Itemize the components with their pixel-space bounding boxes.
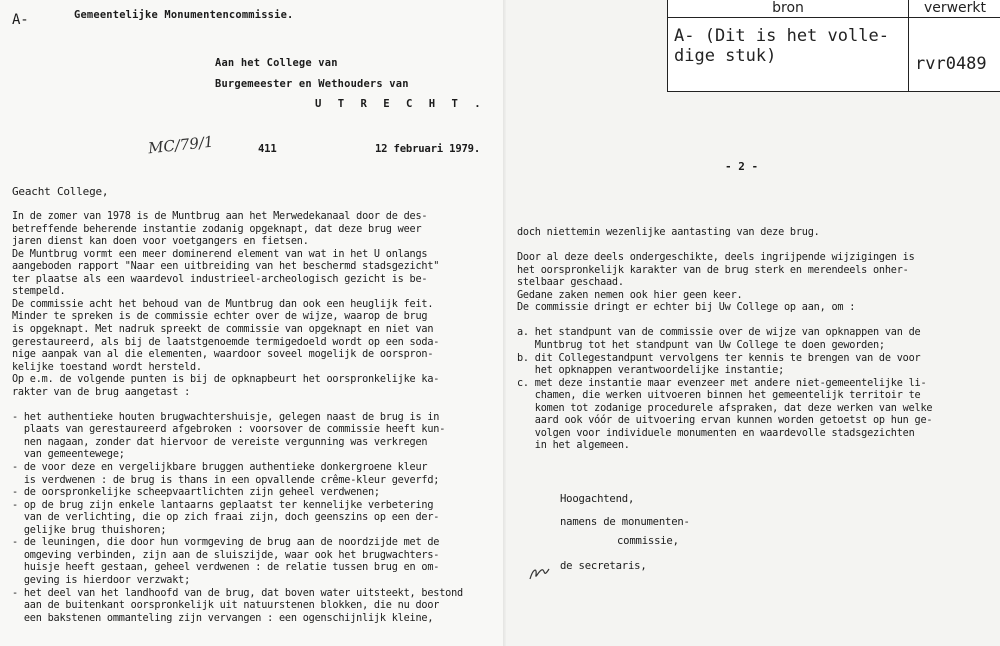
- secretary-line: de secretaris,: [560, 560, 647, 572]
- left-body-line: is opgeknapt. Met nadruk spreekt de commissie van opgeknapt en niet van: [12, 323, 434, 335]
- handwritten-reference: MC/79/1: [147, 132, 215, 158]
- letter-number: 411: [258, 143, 277, 155]
- right-body-line: aard ook vóór de uitvoering ervan kunnen worden getoetst op hun ge-: [517, 415, 933, 427]
- left-body-line: - de oorspronkelijke scheepvaartlichten zijn geheel verdwenen;: [12, 487, 380, 499]
- left-body-line: aangeboden rapport "Naar een uitbreiding van het beschermd stadsgezicht": [12, 261, 440, 273]
- left-body-line: van gemeentewege;: [12, 449, 125, 461]
- document-mark: A-: [12, 12, 29, 28]
- closing-line-3: commissie,: [617, 535, 679, 547]
- left-body-line: een bakstenen ommanteling zijn vervangen : een ogenschijnlijk kleine,: [12, 612, 434, 624]
- left-body-line: van de verlichting, die op zich fraai zijn, doch geenszins op een der-: [12, 512, 440, 524]
- right-body-line: stelbaar geschaad.: [517, 277, 624, 289]
- left-body-line: Minder te spreken is de commissie echter over de wijze, waarop de brug: [12, 311, 428, 323]
- left-body-line: aan de buitenkant oorspronkelijk uit natuurstenen blokken, die nu door: [12, 600, 440, 612]
- left-body-line: nen nagaan, zonder dat hiervoor de vereiste vergunning was verkregen: [12, 436, 428, 448]
- left-body-line: De Muntbrug vormt een meer dominerend element van wat in het U onlangs: [12, 248, 428, 260]
- metadata-table: [667, 0, 1000, 92]
- closing-line-1: Hoogachtend,: [560, 493, 635, 505]
- left-body-line: rakter van de brug aangetast :: [12, 386, 191, 398]
- right-body-line: Gedane zaken nemen ook hier geen keer.: [517, 289, 743, 301]
- left-body-line: - de leuningen, die door hun vormgeving de brug aan de noordzijde met de: [12, 537, 440, 549]
- right-body-line: het opknappen verantwoordelijke instantie;: [517, 365, 785, 377]
- left-body-line: stempeld.: [12, 286, 66, 298]
- left-body-line: Op e.m. de volgende punten is bij de opknapbeurt het oorspronkelijke ka-: [12, 374, 440, 386]
- right-body-line: c. met deze instantie maar evenzeer met andere niet-gemeentelijke li-: [517, 377, 927, 389]
- left-body-line: huisje heeft gestaan, geheel verdwenen : de relatie tussen brug en om-: [12, 562, 440, 574]
- right-body-line: chamen, die werken uitvoeren binnen het gemeentelijk territoir te: [517, 390, 921, 402]
- salutation: Geacht College,: [12, 185, 109, 198]
- right-body-line: het oorspronkelijk karakter van de brug sterk en merendeels onher-: [517, 264, 909, 276]
- right-body-line: komen tot zodanige procedurele afspraken, dat deze werken van welke: [517, 402, 933, 414]
- left-body-line: kelijke toestand wordt hersteld.: [12, 361, 202, 373]
- right-body-line: De commissie dringt er echter bij Uw College op aan, om :: [517, 302, 856, 314]
- recipient-city: U T R E C H T .: [315, 98, 486, 110]
- recipient-line-1: Aan het College van: [215, 57, 338, 69]
- right-body-line: doch niettemin wezenlijke aantasting van deze brug.: [517, 227, 820, 238]
- left-body-line: - het authentieke houten brugwachtershuisje, gelegen naast de brug is in: [12, 411, 440, 423]
- left-body-line: - het deel van het landhoofd van de brug, dat boven water uitsteekt, bestond: [12, 587, 463, 599]
- left-body-line: - op de brug zijn enkele lantaarns geplaatst ter kennelijke verbetering: [12, 499, 434, 511]
- left-body-line: geving is hierdoor verzwakt;: [12, 574, 191, 586]
- recipient-line-2: Burgemeester en Wethouders van: [215, 78, 409, 90]
- left-body-line: gerestaureerd, als bij de laatstgenoemde termigedoeld wordt op een soda-: [12, 336, 440, 348]
- header-bron: bron: [772, 0, 804, 16]
- page-number: - 2 -: [725, 160, 759, 173]
- sender: Gemeentelijke Monumentencommissie.: [74, 9, 294, 21]
- verwerkt-value: rvr0489: [915, 54, 987, 74]
- signature-mark: [527, 563, 553, 583]
- left-body-line: De commissie acht het behoud van de Muntbrug dan ook een heuglijk feit.: [12, 298, 434, 310]
- left-body-line: ter plaatse als een waardevol industrieel-archeologisch gezicht is be-: [12, 273, 428, 285]
- right-body-line: Door al deze deels ondergeschikte, deels ingrijpende wijzigingen is: [517, 252, 915, 264]
- right-body-line: Muntbrug tot het standpunt van Uw College te doen geworden;: [517, 339, 885, 351]
- left-body-line: omgeving verbinden, zijn aan de sluiszijde, waar ook het brugwachters-: [12, 549, 440, 561]
- left-body-line: gelijke brug thuishoren;: [12, 524, 167, 536]
- letter-date: 12 februari 1979.: [375, 143, 481, 155]
- left-body-line: is verdwenen : de brug is thans in een opvallende crême-kleur geverfd;: [12, 474, 440, 486]
- right-body-line: a. het standpunt van de commissie over de wijze van opknappen van de: [517, 327, 921, 339]
- closing-line-2: namens de monumenten-: [560, 516, 690, 528]
- page-gutter: [503, 0, 506, 646]
- right-body-line: volgen voor individuele monumenten en waardevolle stadsgezichten: [517, 427, 915, 439]
- left-body-line: betreffende beherende instantie zodanig opgeknapt, dat deze brug weer: [12, 223, 422, 235]
- right-body-line: in het algemeen.: [517, 440, 630, 452]
- left-body-line: plaats van gerestaureerd afgebroken : voorsover de commissie heeft kun-: [12, 424, 446, 436]
- right-body-line: b. dit Collegestandpunt vervolgens ter kennis te brengen van de voor: [517, 352, 921, 364]
- header-verwerkt: verwerkt: [923, 0, 987, 16]
- left-body-line: nige aanpak van al die elementen, waardoor soveel mogelijk de oorspron-: [12, 349, 434, 361]
- left-body-line: jaren dienst kan doen voor voetgangers en fietsen.: [12, 236, 309, 248]
- bron-value: A- (Dit is het volle- dige stuk): [674, 26, 889, 66]
- left-body-line: - de voor deze en vergelijkbare bruggen authentieke donkergroene kleur: [12, 462, 428, 473]
- right-page: [505, 0, 1000, 646]
- left-body-line: In de zomer van 1978 is de Muntbrug aan het Merwedekanaal door de des-: [12, 211, 428, 222]
